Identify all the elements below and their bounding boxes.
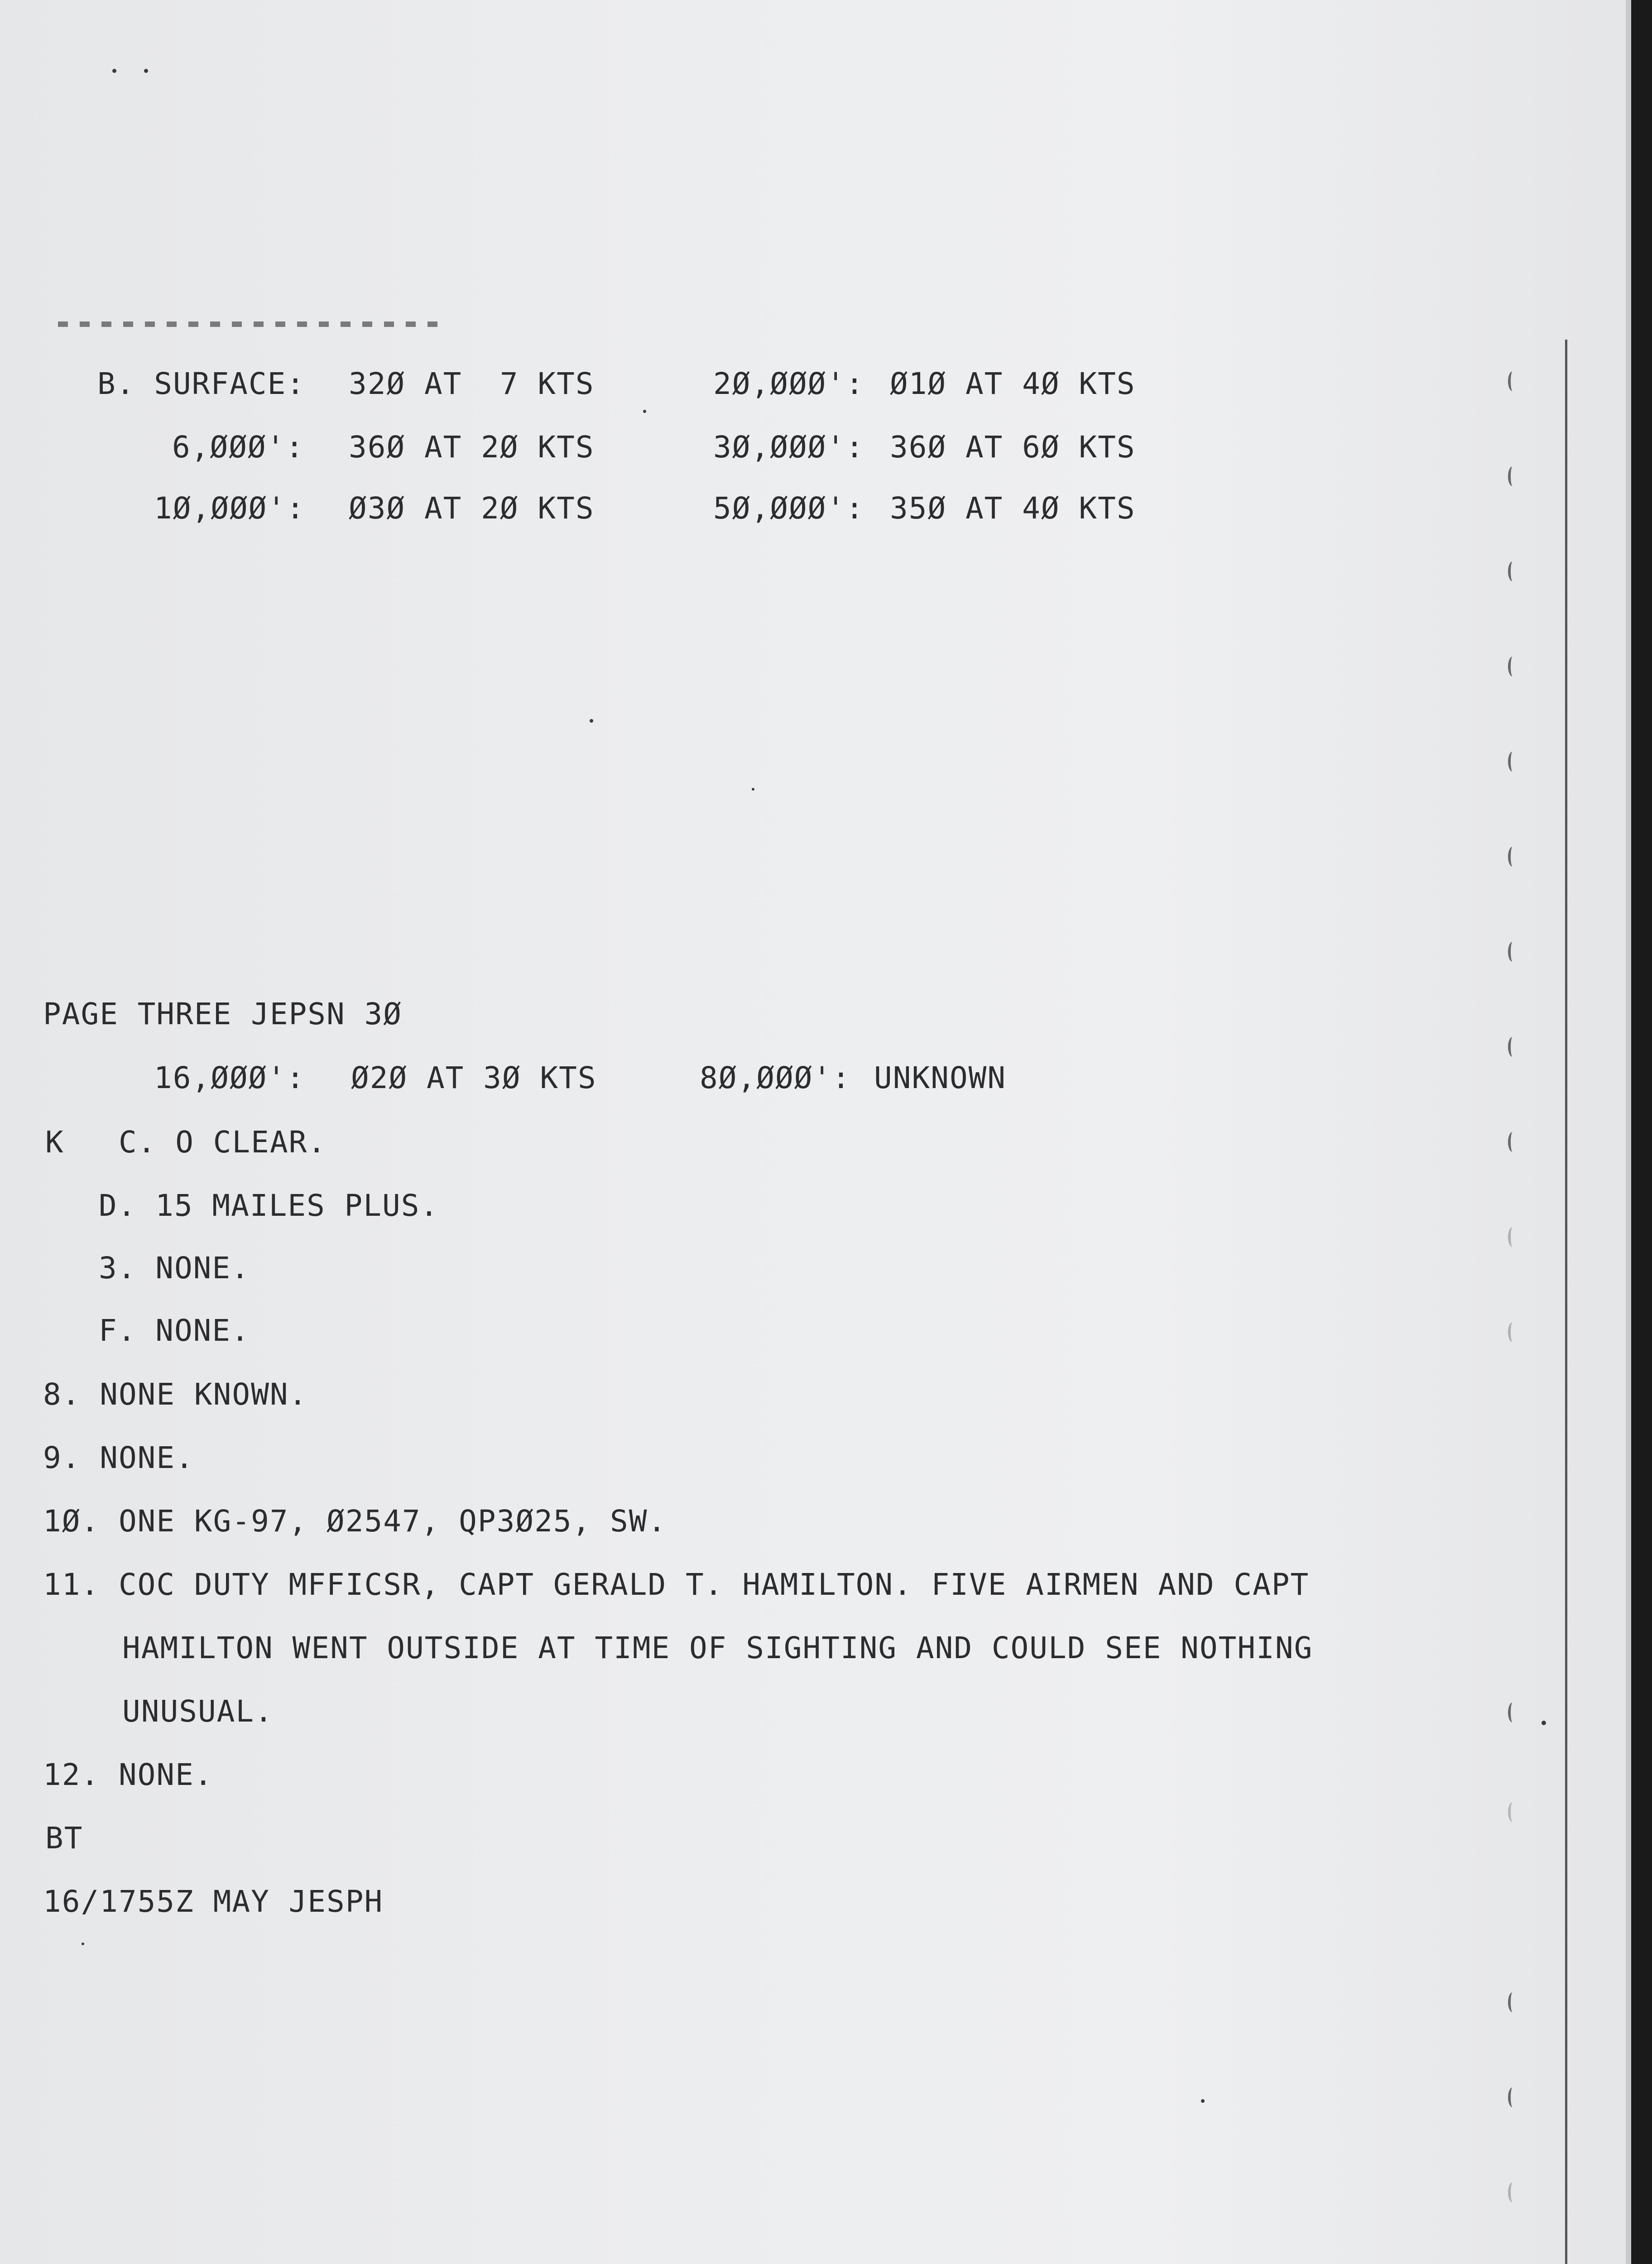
feed-hole [1508,371,1517,391]
feed-hole [1508,1037,1517,1057]
winds-row2-right-label: 3Ø,ØØØ': [713,430,864,465]
winds-row1-left-value: 32Ø AT 7 KTS [349,366,595,401]
winds-row2-left-label: 6,ØØØ': [172,430,305,465]
feed-hole [1508,561,1517,581]
item-d: D. 15 MAILES PLUS. [99,1188,439,1223]
speck [1542,1721,1546,1725]
winds-row1-left-label: B. SURFACE: [97,366,306,401]
item-11-line2: HAMILTON WENT OUTSIDE AT TIME OF SIGHTING AND COULD SEE NOTHING [122,1631,1313,1665]
break-bt: BT [45,1821,83,1856]
speck [112,69,116,73]
item-e: 3. NONE. [99,1251,250,1285]
speck [144,69,148,73]
page-header: PAGE THREE JEPSN 3Ø [43,997,402,1031]
speck [752,788,754,791]
winds-row1-right-value: Ø1Ø AT 4Ø KTS [890,366,1136,401]
speck [82,1943,84,1945]
feed-hole [1508,2087,1517,2107]
winds-cont-left-label: 16,ØØØ': [154,1060,305,1095]
feed-hole [1508,1227,1517,1247]
torn-dash-line [58,321,443,327]
feed-hole [1508,1992,1517,2012]
scan-edge-light [1626,0,1631,2264]
winds-row1-right-label: 2Ø,ØØØ': [713,366,864,401]
item-12: 12. NONE. [43,1757,213,1792]
speck [1201,2099,1205,2103]
item-f: F. NONE. [99,1313,250,1348]
item-9: 9. NONE. [43,1440,194,1475]
speck [590,719,593,723]
feed-hole [1508,942,1517,962]
feed-hole [1508,847,1517,867]
item-11-line3: UNUSUAL. [122,1694,274,1729]
feed-hole [1508,2182,1517,2202]
winds-row2-right-value: 36Ø AT 6Ø KTS [890,430,1136,465]
winds-cont-right-value: UNKNOWN [874,1060,1007,1095]
scan-edge [1631,0,1652,2264]
date-time-group: 16/1755Z MAY JESPH [43,1884,384,1919]
item-8: 8. NONE KNOWN. [43,1377,308,1412]
feed-hole [1508,1703,1517,1722]
form-edge-rule [1565,340,1567,2264]
item-10: 1Ø. ONE KG-97, Ø2547, QP3Ø25, SW. [43,1504,667,1539]
winds-cont-left-value: Ø2Ø AT 3Ø KTS [351,1060,597,1095]
feed-hole [1508,657,1517,676]
winds-row3-right-label: 5Ø,ØØØ': [713,491,864,526]
feed-hole [1508,1132,1517,1152]
feed-hole [1508,752,1517,772]
speck [643,410,646,413]
winds-cont-right-label: 8Ø,ØØØ': [700,1060,851,1095]
feed-hole [1508,466,1517,486]
feed-hole [1508,1322,1517,1342]
winds-row3-right-value: 35Ø AT 4Ø KTS [890,491,1136,526]
winds-row2-left-value: 36Ø AT 2Ø KTS [349,430,595,465]
feed-hole [1508,1802,1517,1822]
winds-row3-left-value: Ø3Ø AT 2Ø KTS [349,491,595,526]
item-c: C. O CLEAR. [119,1125,327,1160]
item-k-prefix: K [45,1125,64,1160]
item-11-line1: 11. COC DUTY MFFICSR, CAPT GERALD T. HAMILTON. FIVE AIRMEN AND CAPT [43,1567,1310,1602]
winds-row3-left-label: 1Ø,ØØØ': [154,491,305,526]
